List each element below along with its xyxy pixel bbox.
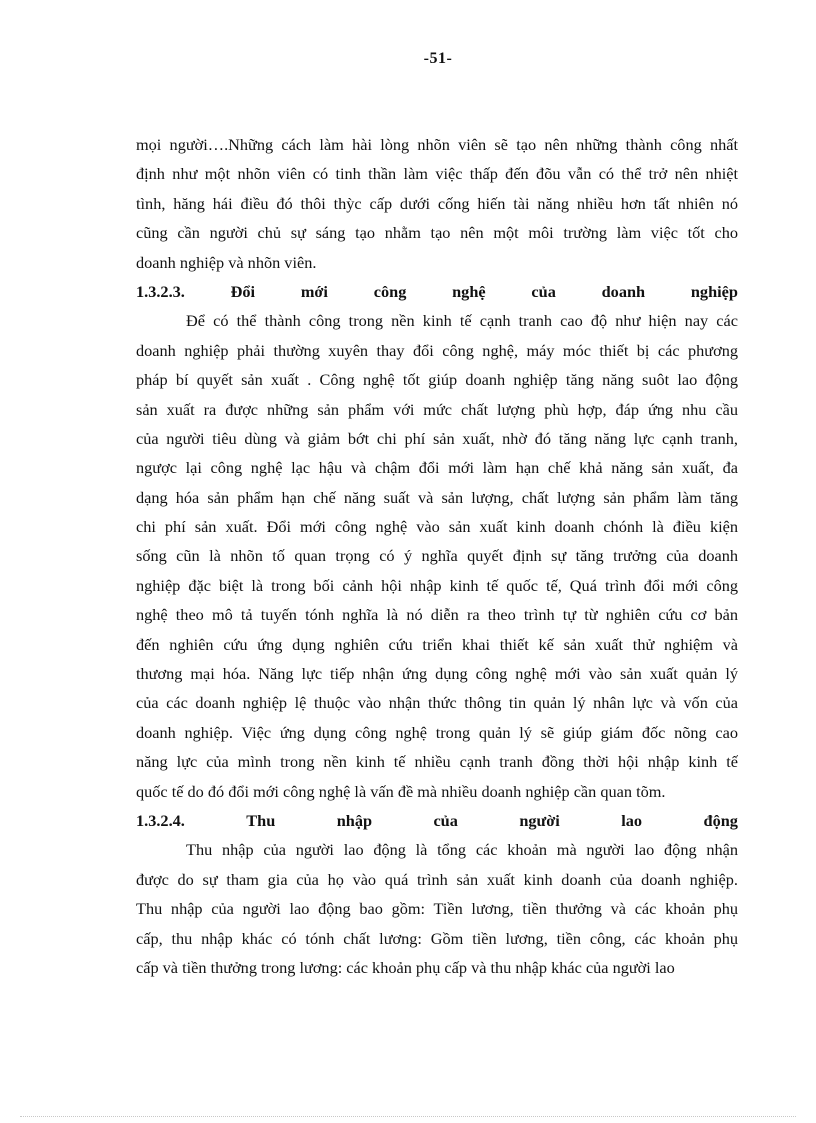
text-line: doanh nghiệp phải thường xuyên thay đổi công nghệ, máy móc thiết bị các phương: [136, 340, 738, 360]
heading-word: lao: [621, 810, 643, 830]
section-number: 1.3.2.4.: [136, 810, 185, 830]
text-line: sản xuất ra được những sản phẩm với mức chất lượng phù hợp, đáp ứng nhu cầu: [136, 399, 738, 419]
section-number: 1.3.2.3.: [136, 281, 185, 301]
heading-word: của: [531, 281, 556, 301]
text-line: năng lực của mình trong nền kinh tế nhiều cạnh tranh đồng thời hội nhập kinh tế: [136, 752, 738, 772]
text-line: cấp, thu nhập khác có tónh chất lương: Gồm tiền lương, tiền công, các khoản phụ: [136, 928, 738, 948]
text-line: cấp và tiền thưởng trong lương: các khoản phụ cấp và thu nhập khác của người lao: [136, 957, 675, 977]
text-line: nghiệp đặc biệt là trong bối cảnh hội nhập kinh tế quốc tế, Quá trình đổi mới công: [136, 575, 738, 595]
heading-word: nhập: [336, 810, 373, 830]
heading-word: mới: [300, 281, 328, 301]
text-line: doanh nghiệp. Việc ứng dụng công nghệ trong quản lý sẽ giúp giám đốc nõng cao: [136, 722, 738, 742]
text-line: doanh nghiệp và nhõn viên.: [136, 252, 317, 272]
text-line: sống cũn là nhõn tố quan trọng có ý nghĩa quyết định sự tăng trưởng của doanh: [136, 546, 738, 566]
heading-word: nghiệp: [690, 281, 738, 301]
text-line: Thu nhập của người lao động bao gồm: Tiền lương, tiền thưởng và các khoản phụ: [136, 899, 738, 919]
heading-word: động: [703, 810, 738, 830]
text-line: tình, hăng hái điều đó thôi thỳc cấp dưới cống hiến tài năng nhiều hơn tất nhiên nó: [136, 193, 738, 213]
text-line: Để có thể thành công trong nền kinh tế cạnh tranh cao độ như hiện nay các: [186, 311, 738, 331]
text-line: đến nghiên cứu ứng dụng nghiên cứu triển khai thiết kế sản xuất thử nghiệm và: [136, 634, 738, 654]
paragraph-3: [136, 835, 738, 982]
heading-word: người: [519, 810, 560, 830]
text-line: cũng cần người chủ sự sáng tạo nhằm tạo nên một môi trường làm việc tốt cho: [136, 223, 738, 243]
paragraph-2: [136, 306, 738, 806]
heading-word: công: [373, 281, 407, 301]
heading-word: doanh: [601, 281, 646, 301]
text-line: ngược lại công nghệ lạc hậu và chậm đổi mới làm hạn chế khả năng sản xuất, đa: [136, 458, 738, 478]
text-line: nghệ theo mô tả tuyến tónh nghĩa là nó diễn ra theo trình tự từ nghiên cứu cơ bản: [136, 605, 738, 625]
page-bottom-divider: [20, 1116, 796, 1117]
paragraph-1: [136, 130, 738, 277]
section-heading-1-3-2-3: [136, 277, 738, 306]
text-line: được do sự tham gia của họ vào quá trình sản xuất kinh doanh của doanh nghiệp.: [136, 869, 738, 889]
text-line: Thu nhập của người lao động là tổng các khoản mà người lao động nhận: [186, 840, 738, 860]
text-line: pháp bí quyết sản xuất . Công nghệ tốt giúp doanh nghiệp tăng năng suôt lao động: [136, 370, 738, 390]
page-number: -51-: [423, 50, 453, 67]
text-line: thương mại hóa. Năng lực tiếp nhận ứng dụng công nghệ mới vào sản xuất quản lý: [136, 664, 738, 684]
text-line: định như một nhõn viên có tinh thần làm việc thấp đến đõu vẫn có thể trở nên nhiệt: [136, 164, 738, 184]
heading-word: Thu: [246, 810, 276, 830]
text-line: quốc tế do đó đổi mới công nghệ là vấn đề mà nhiều doanh nghiệp cần quan tõm.: [136, 781, 666, 801]
page-body: [136, 130, 738, 982]
heading-word: Đổi: [230, 281, 256, 301]
text-line: chi phí sản xuất. Đổi mới công nghệ vào sản xuất kinh doanh chónh là điều kiện: [136, 517, 738, 537]
section-heading-1-3-2-4: [136, 806, 738, 835]
text-line: của các doanh nghiệp lệ thuộc vào nhận thức thông tin quản lý nhân lực và vốn của: [136, 693, 738, 713]
text-line: mọi người….Những cách làm hài lòng nhõn viên sẽ tạo nên những thành công nhất: [136, 135, 738, 154]
heading-word: của: [433, 810, 458, 830]
text-line: dạng hóa sản phẩm hạn chế năng suất và sản lượng, chất lượng sản phẩm làm tăng: [136, 487, 738, 507]
heading-word: nghệ: [452, 281, 486, 301]
text-line: của người tiêu dùng và giảm bớt chi phí sản xuất, nhờ đó tăng năng lực cạnh tranh,: [136, 428, 738, 448]
